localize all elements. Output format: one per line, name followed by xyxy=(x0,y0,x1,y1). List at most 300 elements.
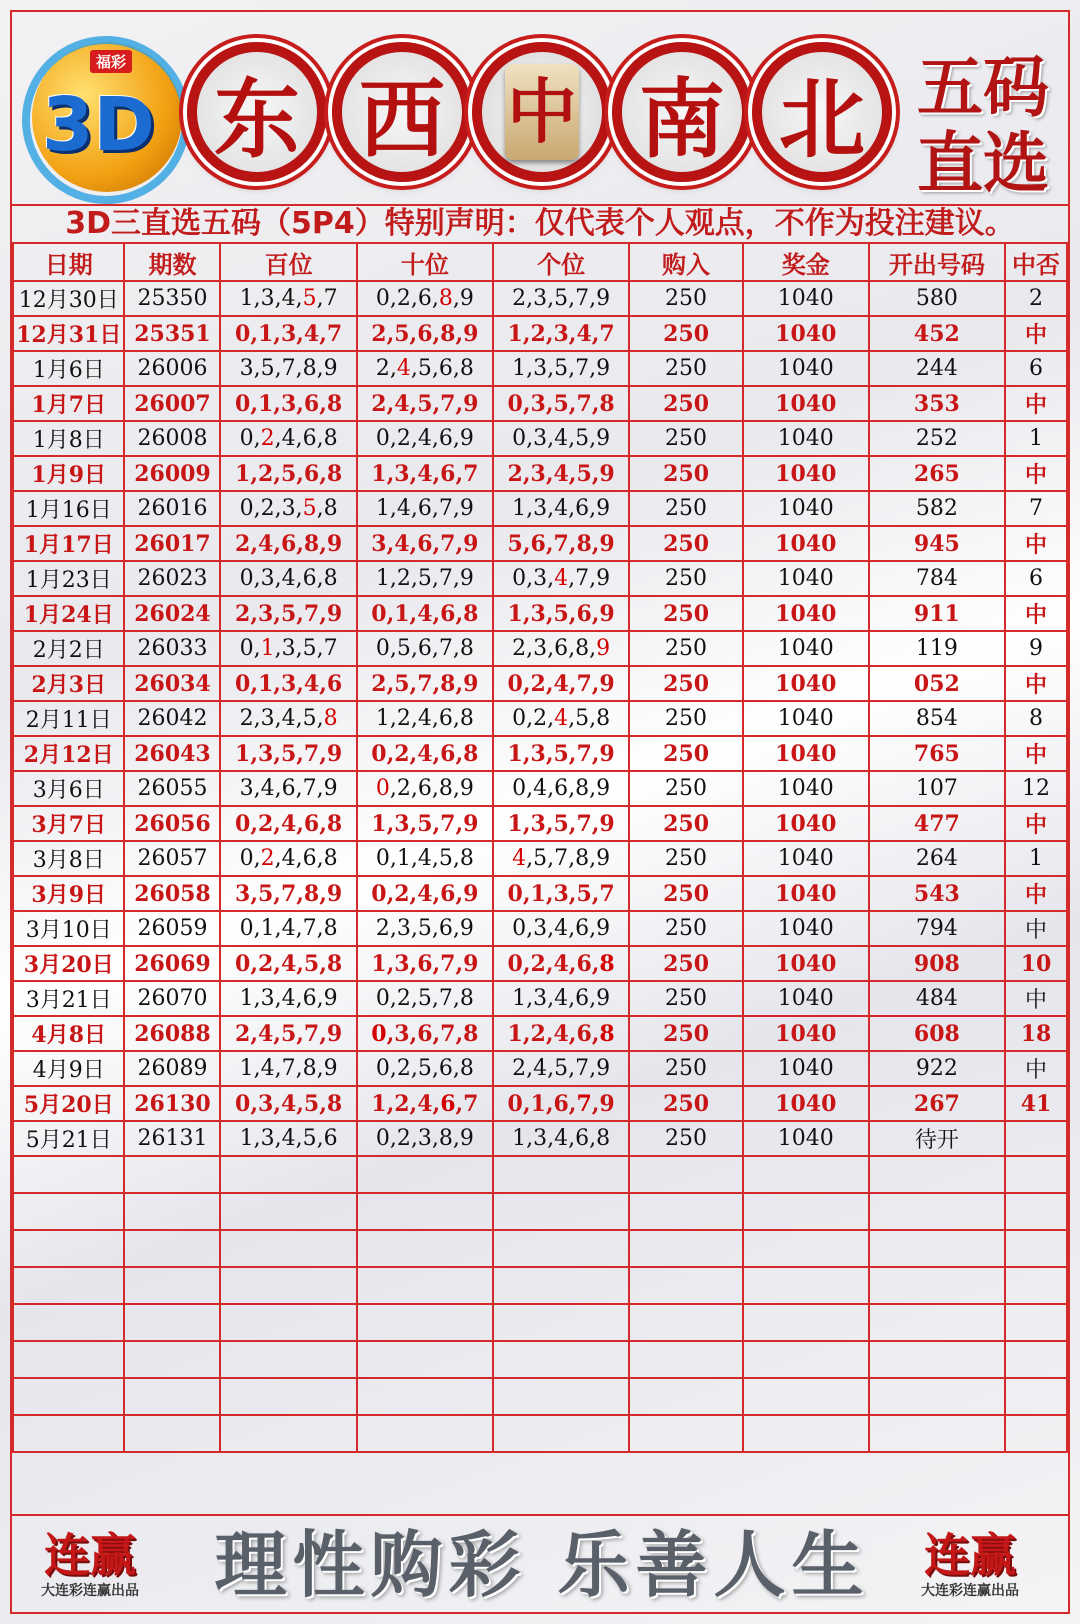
empty-cell xyxy=(743,1304,869,1341)
empty-cell xyxy=(1005,1415,1067,1452)
table-row xyxy=(13,351,1067,386)
empty-cell xyxy=(743,1156,869,1193)
empty-cell xyxy=(124,1267,220,1304)
cell-issue: 26006 xyxy=(124,351,220,386)
cell-buy: 250 xyxy=(629,351,743,386)
cell-units: 1,3,5,7,9 xyxy=(493,806,629,841)
cell-prize: 1040 xyxy=(743,631,869,666)
cell-result: 582 xyxy=(869,491,1005,526)
cell-units: 0,1,6,7,9 xyxy=(493,1086,629,1121)
cell-prize: 1040 xyxy=(743,806,869,841)
table-row xyxy=(13,1016,1067,1051)
empty-cell xyxy=(124,1193,220,1230)
empty-cell xyxy=(743,1341,869,1378)
cell-tens: 1,4,6,7,9 xyxy=(357,491,493,526)
empty-cell xyxy=(493,1304,629,1341)
cell-tens: 0,2,4,6,9 xyxy=(357,876,493,911)
cell-tens: 0,2,4,6,9 xyxy=(357,421,493,456)
table-row xyxy=(13,526,1067,561)
medal-south: 南 xyxy=(612,42,752,182)
cell-result: 452 xyxy=(869,316,1005,351)
empty-cell xyxy=(629,1267,743,1304)
cell-tens: 0,3,6,7,8 xyxy=(357,1016,493,1051)
cell-buy: 250 xyxy=(629,981,743,1016)
cell-hundreds: 0,3,4,5,8 xyxy=(220,1086,356,1121)
cell-buy: 250 xyxy=(629,1086,743,1121)
cell-tens: 2,4,5,7,9 xyxy=(357,386,493,421)
table-row xyxy=(13,771,1067,806)
cell-hundreds: 0,2,3,5,8 xyxy=(220,491,356,526)
cell-prize: 1040 xyxy=(743,666,869,701)
cell-hundreds: 1,3,4,6,9 xyxy=(220,981,356,1016)
cell-units: 0,3,5,7,8 xyxy=(493,386,629,421)
cell-hit: 6 xyxy=(1005,561,1067,596)
empty-cell xyxy=(220,1267,356,1304)
empty-row xyxy=(13,1230,1067,1267)
empty-cell xyxy=(743,1378,869,1415)
cell-result: 052 xyxy=(869,666,1005,701)
cell-issue: 26059 xyxy=(124,911,220,946)
empty-cell xyxy=(493,1230,629,1267)
cell-issue: 26057 xyxy=(124,841,220,876)
cell-hit: 12 xyxy=(1005,771,1067,806)
cell-hit: 中 xyxy=(1005,526,1067,561)
cell-units: 1,3,4,6,8 xyxy=(493,1121,629,1156)
empty-cell xyxy=(629,1415,743,1452)
cell-units: 1,3,5,6,9 xyxy=(493,596,629,631)
cell-buy: 250 xyxy=(629,736,743,771)
cell-buy: 250 xyxy=(629,631,743,666)
cell-result: 794 xyxy=(869,911,1005,946)
empty-cell xyxy=(493,1193,629,1230)
cell-prize: 1040 xyxy=(743,316,869,351)
cell-result: 待开 xyxy=(869,1121,1005,1156)
cell-buy: 250 xyxy=(629,876,743,911)
slogan: 理性购彩 乐善人生 xyxy=(214,1523,870,1607)
footer xyxy=(12,1514,1068,1614)
cell-issue: 25351 xyxy=(124,316,220,351)
cell-tens: 1,3,6,7,9 xyxy=(357,946,493,981)
cell-hit: 中 xyxy=(1005,316,1067,351)
cell-tens: 1,2,4,6,8 xyxy=(357,701,493,736)
cell-issue: 26016 xyxy=(124,491,220,526)
empty-row xyxy=(13,1156,1067,1193)
empty-cell xyxy=(357,1230,493,1267)
cell-units: 0,3,4,6,9 xyxy=(493,911,629,946)
cell-issue: 26008 xyxy=(124,421,220,456)
cell-hit: 中 xyxy=(1005,386,1067,421)
cell-issue: 26007 xyxy=(124,386,220,421)
empty-cell xyxy=(493,1156,629,1193)
cell-tens: 2,3,5,6,9 xyxy=(357,911,493,946)
empty-cell xyxy=(13,1415,124,1452)
cell-prize: 1040 xyxy=(743,1051,869,1086)
cell-hit: 中 xyxy=(1005,911,1067,946)
empty-cell xyxy=(1005,1341,1067,1378)
cell-hit: 9 xyxy=(1005,631,1067,666)
cell-hundreds: 1,3,4,5,7 xyxy=(220,281,356,316)
cell-prize: 1040 xyxy=(743,526,869,561)
header-issue: 期数 xyxy=(124,243,220,281)
empty-cell xyxy=(1005,1304,1067,1341)
cell-result: 119 xyxy=(869,631,1005,666)
cell-issue: 26017 xyxy=(124,526,220,561)
cell-units: 1,2,3,4,7 xyxy=(493,316,629,351)
empty-cell xyxy=(493,1415,629,1452)
cell-tens: 0,2,3,8,9 xyxy=(357,1121,493,1156)
header-result: 开出号码 xyxy=(869,243,1005,281)
empty-cell xyxy=(357,1156,493,1193)
cell-prize: 1040 xyxy=(743,1121,869,1156)
cell-buy: 250 xyxy=(629,1051,743,1086)
cell-hundreds: 3,5,7,8,9 xyxy=(220,351,356,386)
table-row xyxy=(13,1051,1067,1086)
cell-hundreds: 1,3,4,5,6 xyxy=(220,1121,356,1156)
cell-date: 3月9日 xyxy=(13,876,124,911)
cell-hit: 中 xyxy=(1005,736,1067,771)
cell-buy: 250 xyxy=(629,911,743,946)
empty-cell xyxy=(124,1378,220,1415)
empty-cell xyxy=(220,1341,356,1378)
cell-buy: 250 xyxy=(629,666,743,701)
empty-cell xyxy=(743,1230,869,1267)
cell-hit: 2 xyxy=(1005,281,1067,316)
cell-buy: 250 xyxy=(629,316,743,351)
empty-cell xyxy=(629,1156,743,1193)
empty-cell xyxy=(869,1267,1005,1304)
cell-units: 1,2,4,6,8 xyxy=(493,1016,629,1051)
cell-hit: 7 xyxy=(1005,491,1067,526)
empty-cell xyxy=(357,1415,493,1452)
cell-units: 5,6,7,8,9 xyxy=(493,526,629,561)
cell-prize: 1040 xyxy=(743,701,869,736)
empty-cell xyxy=(869,1230,1005,1267)
table-row xyxy=(13,421,1067,456)
cell-prize: 1040 xyxy=(743,491,869,526)
cell-tens: 0,2,5,7,8 xyxy=(357,981,493,1016)
title-line-2: 直选 xyxy=(917,125,1049,202)
cell-prize: 1040 xyxy=(743,876,869,911)
empty-cell xyxy=(357,1304,493,1341)
cell-tens: 0,1,4,5,8 xyxy=(357,841,493,876)
cell-issue: 26131 xyxy=(124,1121,220,1156)
cell-prize: 1040 xyxy=(743,1086,869,1121)
empty-row xyxy=(13,1341,1067,1378)
empty-row xyxy=(13,1267,1067,1304)
cell-hit: 8 xyxy=(1005,701,1067,736)
title-line-1: 五码 xyxy=(917,49,1049,126)
cell-hundreds: 0,1,3,5,7 xyxy=(220,631,356,666)
empty-cell xyxy=(357,1193,493,1230)
table-row xyxy=(13,911,1067,946)
cell-units: 0,2,4,5,8 xyxy=(493,701,629,736)
empty-cell xyxy=(1005,1267,1067,1304)
cell-tens: 1,3,5,7,9 xyxy=(357,806,493,841)
cell-tens: 2,4,5,6,8 xyxy=(357,351,493,386)
cell-hundreds: 0,1,3,4,6 xyxy=(220,666,356,701)
empty-cell xyxy=(493,1341,629,1378)
cell-hit: 中 xyxy=(1005,981,1067,1016)
cell-hundreds: 0,2,4,6,8 xyxy=(220,806,356,841)
cell-result: 267 xyxy=(869,1086,1005,1121)
cell-units: 0,3,4,7,9 xyxy=(493,561,629,596)
empty-row xyxy=(13,1415,1067,1452)
empty-row xyxy=(13,1378,1067,1415)
cell-buy: 250 xyxy=(629,771,743,806)
cell-hundreds: 2,4,6,8,9 xyxy=(220,526,356,561)
cell-hit: 中 xyxy=(1005,666,1067,701)
cell-tens: 0,5,6,7,8 xyxy=(357,631,493,666)
brand-name: 连赢 xyxy=(924,1528,1016,1582)
table-body xyxy=(13,281,1067,1452)
table-row xyxy=(13,1086,1067,1121)
cell-prize: 1040 xyxy=(743,1016,869,1051)
cell-buy: 250 xyxy=(629,421,743,456)
cell-date: 2月3日 xyxy=(13,666,124,701)
brand-logo-right xyxy=(910,1530,1030,1606)
cell-hundreds: 0,1,3,4,7 xyxy=(220,316,356,351)
cell-date: 1月17日 xyxy=(13,526,124,561)
cell-result: 608 xyxy=(869,1016,1005,1051)
cell-hit: 41 xyxy=(1005,1086,1067,1121)
cell-units: 1,3,4,6,9 xyxy=(493,491,629,526)
cell-hundreds: 0,1,3,6,8 xyxy=(220,386,356,421)
empty-cell xyxy=(1005,1378,1067,1415)
cell-date: 1月9日 xyxy=(13,456,124,491)
cell-date: 3月20日 xyxy=(13,946,124,981)
empty-cell xyxy=(220,1230,356,1267)
empty-cell xyxy=(220,1378,356,1415)
cell-units: 0,2,4,6,8 xyxy=(493,946,629,981)
cell-units: 2,4,5,7,9 xyxy=(493,1051,629,1086)
brand-name: 连赢 xyxy=(44,1528,136,1582)
cell-hit: 1 xyxy=(1005,421,1067,456)
cell-hit: 中 xyxy=(1005,456,1067,491)
cell-units: 1,3,4,6,9 xyxy=(493,981,629,1016)
empty-cell xyxy=(124,1341,220,1378)
header-hundreds: 百位 xyxy=(220,243,356,281)
header-hit: 中否 xyxy=(1005,243,1067,281)
table-row xyxy=(13,806,1067,841)
medal-north: 北 xyxy=(752,42,892,182)
empty-cell xyxy=(493,1267,629,1304)
title-block xyxy=(917,50,1049,202)
cell-hundreds: 0,2,4,6,8 xyxy=(220,421,356,456)
cell-issue: 26058 xyxy=(124,876,220,911)
empty-cell xyxy=(357,1341,493,1378)
cell-buy: 250 xyxy=(629,596,743,631)
cell-prize: 1040 xyxy=(743,456,869,491)
empty-cell xyxy=(869,1156,1005,1193)
empty-cell xyxy=(743,1193,869,1230)
cell-hit: 18 xyxy=(1005,1016,1067,1051)
cell-hundreds: 0,1,4,7,8 xyxy=(220,911,356,946)
cell-date: 2月2日 xyxy=(13,631,124,666)
cell-buy: 250 xyxy=(629,561,743,596)
cell-issue: 26070 xyxy=(124,981,220,1016)
header-tens: 十位 xyxy=(357,243,493,281)
cell-hundreds: 2,4,5,7,9 xyxy=(220,1016,356,1051)
empty-cell xyxy=(629,1304,743,1341)
brand-subtitle: 大连彩连赢出品 xyxy=(921,1583,1019,1599)
cell-hundreds: 0,3,4,6,8 xyxy=(220,561,356,596)
empty-cell xyxy=(220,1304,356,1341)
cell-date: 1月23日 xyxy=(13,561,124,596)
cell-hundreds: 3,4,6,7,9 xyxy=(220,771,356,806)
cell-buy: 250 xyxy=(629,946,743,981)
cell-date: 2月12日 xyxy=(13,736,124,771)
empty-row xyxy=(13,1304,1067,1341)
cell-date: 5月21日 xyxy=(13,1121,124,1156)
cell-result: 854 xyxy=(869,701,1005,736)
cell-result: 107 xyxy=(869,771,1005,806)
cell-hundreds: 3,5,7,8,9 xyxy=(220,876,356,911)
cell-issue: 26034 xyxy=(124,666,220,701)
empty-cell xyxy=(869,1341,1005,1378)
cell-buy: 250 xyxy=(629,456,743,491)
cell-result: 908 xyxy=(869,946,1005,981)
cell-date: 4月8日 xyxy=(13,1016,124,1051)
cell-hundreds: 2,3,5,7,9 xyxy=(220,596,356,631)
empty-row xyxy=(13,1193,1067,1230)
empty-cell xyxy=(124,1304,220,1341)
table-row xyxy=(13,701,1067,736)
cell-date: 3月21日 xyxy=(13,981,124,1016)
cell-hundreds: 1,3,5,7,9 xyxy=(220,736,356,771)
cell-tens: 0,2,6,8,9 xyxy=(357,281,493,316)
cell-result: 265 xyxy=(869,456,1005,491)
cell-result: 353 xyxy=(869,386,1005,421)
table-row xyxy=(13,841,1067,876)
cell-tens: 3,4,6,7,9 xyxy=(357,526,493,561)
cell-prize: 1040 xyxy=(743,841,869,876)
empty-cell xyxy=(13,1267,124,1304)
cell-prize: 1040 xyxy=(743,421,869,456)
cell-buy: 250 xyxy=(629,386,743,421)
header-date: 日期 xyxy=(13,243,124,281)
empty-cell xyxy=(1005,1230,1067,1267)
cell-prize: 1040 xyxy=(743,946,869,981)
cell-date: 12月31日 xyxy=(13,316,124,351)
cell-result: 945 xyxy=(869,526,1005,561)
cell-tens: 1,3,4,6,7 xyxy=(357,456,493,491)
table-row xyxy=(13,876,1067,911)
mahjong-tile: 中 xyxy=(505,64,579,160)
cell-hit xyxy=(1005,1121,1067,1156)
cell-buy: 250 xyxy=(629,1016,743,1051)
table-header-row xyxy=(13,243,1067,281)
table-row xyxy=(13,596,1067,631)
empty-cell xyxy=(124,1230,220,1267)
empty-cell xyxy=(124,1415,220,1452)
cell-tens: 0,2,6,8,9 xyxy=(357,771,493,806)
cell-issue: 26056 xyxy=(124,806,220,841)
table-row xyxy=(13,281,1067,316)
empty-cell xyxy=(869,1378,1005,1415)
cell-units: 2,3,4,5,9 xyxy=(493,456,629,491)
cell-prize: 1040 xyxy=(743,596,869,631)
empty-cell xyxy=(13,1341,124,1378)
cell-result: 543 xyxy=(869,876,1005,911)
cell-prize: 1040 xyxy=(743,561,869,596)
cell-result: 922 xyxy=(869,1051,1005,1086)
empty-cell xyxy=(220,1193,356,1230)
empty-cell xyxy=(13,1156,124,1193)
cell-date: 3月8日 xyxy=(13,841,124,876)
cell-issue: 26043 xyxy=(124,736,220,771)
header-banner xyxy=(12,12,1068,208)
empty-cell xyxy=(357,1267,493,1304)
cell-issue: 26130 xyxy=(124,1086,220,1121)
table-row xyxy=(13,316,1067,351)
table-row xyxy=(13,631,1067,666)
cell-issue: 26024 xyxy=(124,596,220,631)
empty-cell xyxy=(220,1156,356,1193)
cell-date: 3月10日 xyxy=(13,911,124,946)
empty-cell xyxy=(869,1304,1005,1341)
cell-prize: 1040 xyxy=(743,281,869,316)
table-row xyxy=(13,981,1067,1016)
empty-cell xyxy=(629,1193,743,1230)
empty-cell xyxy=(13,1230,124,1267)
cell-result: 264 xyxy=(869,841,1005,876)
cell-hundreds: 0,2,4,5,8 xyxy=(220,946,356,981)
header-buy: 购入 xyxy=(629,243,743,281)
cell-buy: 250 xyxy=(629,281,743,316)
table-row xyxy=(13,386,1067,421)
empty-cell xyxy=(13,1304,124,1341)
brand-logo-left xyxy=(30,1530,150,1606)
cell-units: 2,3,5,7,9 xyxy=(493,281,629,316)
cell-date: 12月30日 xyxy=(13,281,124,316)
cell-buy: 250 xyxy=(629,526,743,561)
cell-issue: 26055 xyxy=(124,771,220,806)
cell-tens: 0,2,5,6,8 xyxy=(357,1051,493,1086)
cell-hundreds: 2,3,4,5,8 xyxy=(220,701,356,736)
empty-cell xyxy=(357,1378,493,1415)
table-row xyxy=(13,561,1067,596)
empty-cell xyxy=(629,1341,743,1378)
cell-hit: 6 xyxy=(1005,351,1067,386)
cell-issue: 26089 xyxy=(124,1051,220,1086)
cell-hit: 1 xyxy=(1005,841,1067,876)
cell-date: 3月6日 xyxy=(13,771,124,806)
empty-cell xyxy=(124,1156,220,1193)
cell-result: 484 xyxy=(869,981,1005,1016)
cell-result: 784 xyxy=(869,561,1005,596)
cell-date: 2月11日 xyxy=(13,701,124,736)
cell-units: 1,3,5,7,9 xyxy=(493,736,629,771)
cell-tens: 0,1,4,6,8 xyxy=(357,596,493,631)
logo-tag: 福彩 xyxy=(90,50,132,73)
header-prize: 奖金 xyxy=(743,243,869,281)
cell-units: 0,1,3,5,7 xyxy=(493,876,629,911)
cell-hundreds: 1,4,7,8,9 xyxy=(220,1051,356,1086)
cell-date: 3月7日 xyxy=(13,806,124,841)
cell-prize: 1040 xyxy=(743,386,869,421)
cell-hundreds: 1,2,5,6,8 xyxy=(220,456,356,491)
cell-issue: 26033 xyxy=(124,631,220,666)
medal-west: 西 xyxy=(332,42,472,182)
cell-hit: 10 xyxy=(1005,946,1067,981)
cell-prize: 1040 xyxy=(743,736,869,771)
cell-issue: 26023 xyxy=(124,561,220,596)
cell-tens: 0,2,4,6,8 xyxy=(357,736,493,771)
empty-cell xyxy=(13,1193,124,1230)
cell-result: 765 xyxy=(869,736,1005,771)
cell-buy: 250 xyxy=(629,1121,743,1156)
cell-buy: 250 xyxy=(629,491,743,526)
